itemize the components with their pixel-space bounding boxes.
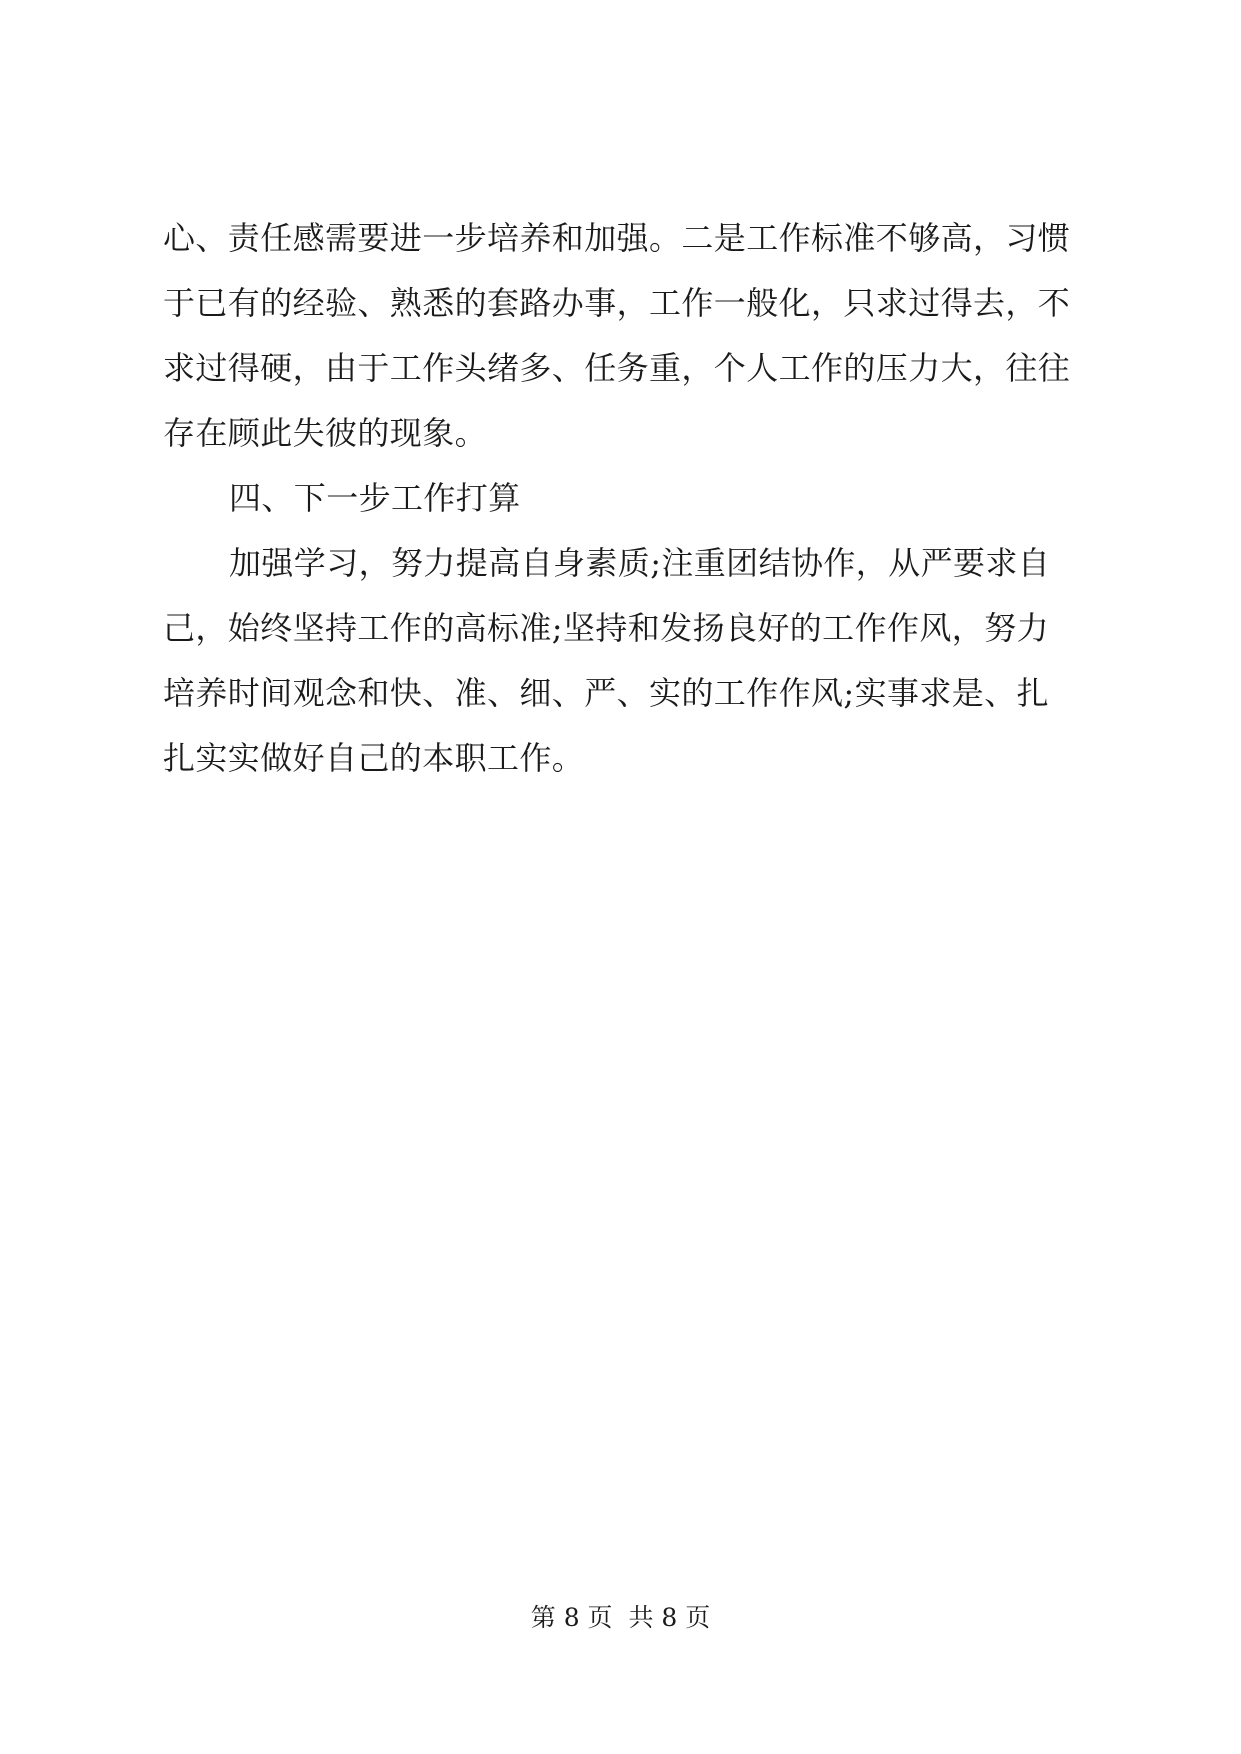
document-body bbox=[163, 206, 1079, 791]
paragraph-line: 己，始终坚持工作的高标准;坚持和发扬良好的工作作风，努力 bbox=[163, 609, 1049, 647]
paragraph-line: 心、责任感需要进一步培养和加强。二是工作标准不够高，习惯 bbox=[163, 219, 1071, 257]
paragraph-line: 求过得硬，由于工作头绪多、任务重，个人工作的压力大，往往 bbox=[163, 349, 1071, 387]
section-heading: 四、下一步工作打算 bbox=[229, 479, 521, 517]
paragraph-line: 加强学习，努力提高自身素质;注重团结协作，从严要求自 bbox=[229, 544, 1051, 582]
paragraph-line: 扎实实做好自己的本职工作。 bbox=[163, 739, 585, 777]
paragraph-line: 存在顾此失彼的现象。 bbox=[163, 414, 488, 452]
paragraph-line: 培养时间观念和快、准、细、严、实的工作作风;实事求是、扎 bbox=[163, 674, 1049, 712]
paragraph-line: 于已有的经验、熟悉的套路办事，工作一般化，只求过得去，不 bbox=[163, 284, 1071, 322]
page-number-footer: 第 8 页 共 8 页 bbox=[530, 1603, 711, 1632]
